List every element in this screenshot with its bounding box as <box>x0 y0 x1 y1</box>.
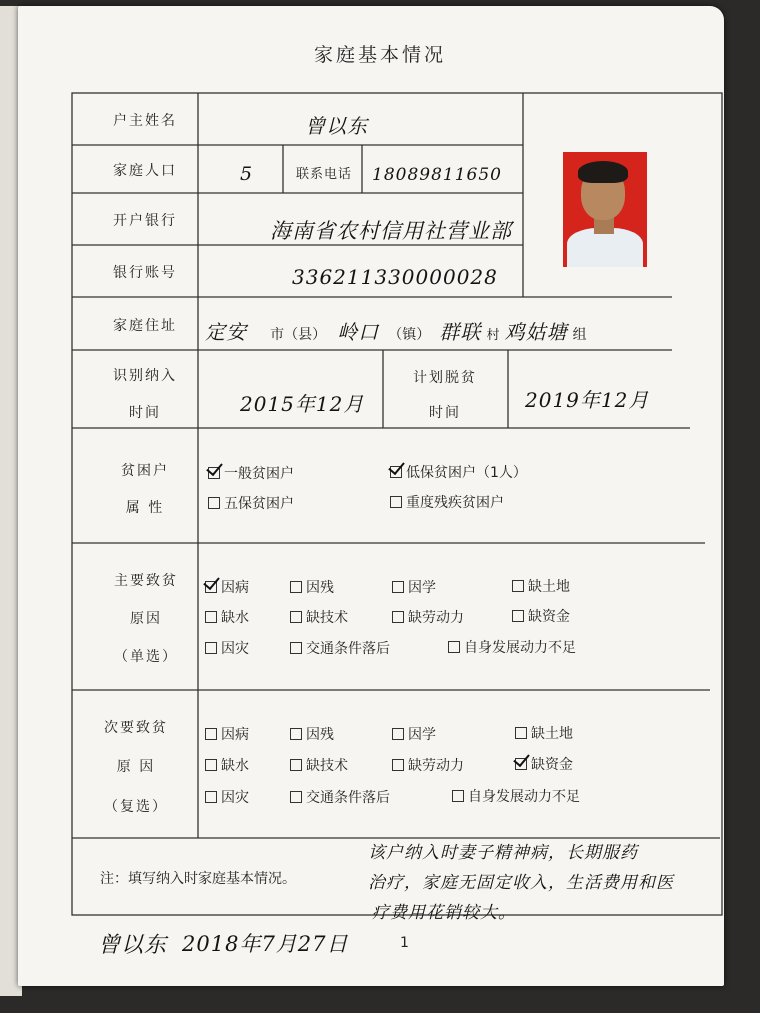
checkbox[interactable] <box>290 581 302 593</box>
poverty-option-3[interactable]: 五保贫困户 <box>208 493 294 513</box>
label-primary-3: （单选） <box>114 649 178 665</box>
label-household-size: 家庭人口 <box>113 163 177 179</box>
checkbox[interactable] <box>392 581 404 593</box>
label-secondary-3: （复选） <box>104 799 168 815</box>
address-village-suffix: 村 <box>486 328 500 343</box>
value-identify-time: 2015年12月 <box>240 392 365 416</box>
label-identify-time-2: 时间 <box>129 405 161 421</box>
label-identify-time-1: 识别纳入 <box>113 368 177 384</box>
note-handwritten-1: 该户纳入时妻子精神病，长期服药 <box>368 843 638 863</box>
form-title: 家庭基本情况 <box>313 44 446 66</box>
checkbox[interactable] <box>205 642 217 654</box>
checkbox[interactable] <box>392 759 404 771</box>
label-poverty-attr-2: 属 性 <box>125 500 165 516</box>
primary-cause-3[interactable]: 因学 <box>392 577 436 597</box>
value-head-name: 曾以东 <box>305 114 368 138</box>
checkbox[interactable] <box>512 610 524 622</box>
primary-cause-5[interactable]: 缺水 <box>205 607 249 627</box>
signature: 曾以东 <box>98 933 168 958</box>
checkbox[interactable] <box>205 611 217 623</box>
poverty-option-4[interactable]: 重度残疾贫困户 <box>390 492 504 512</box>
label-plan-time-2: 时间 <box>429 405 461 421</box>
checkbox[interactable] <box>448 641 460 653</box>
label-account: 银行账号 <box>113 265 177 281</box>
secondary-cause-11[interactable]: 自身发展动力不足 <box>452 786 580 806</box>
checkbox[interactable] <box>515 758 527 770</box>
label-primary-2: 原因 <box>130 611 162 627</box>
checkbox[interactable] <box>205 728 217 740</box>
checkbox[interactable] <box>290 642 302 654</box>
sign-date: 2018年7月27日 <box>182 932 349 956</box>
householder-photo <box>563 152 647 267</box>
secondary-cause-6[interactable]: 缺技术 <box>290 755 348 775</box>
value-bank: 海南省农村信用社营业部 <box>270 219 512 243</box>
address-city-suffix: 市（县） <box>270 327 327 343</box>
label-bank: 开户银行 <box>113 213 177 229</box>
value-account: 336211330000028 <box>292 265 498 289</box>
label-secondary-2: 原 因 <box>116 759 156 775</box>
value-phone: 18089811650 <box>372 165 502 185</box>
label-phone: 联系电话 <box>295 167 352 182</box>
checkbox[interactable] <box>390 496 402 508</box>
primary-cause-4[interactable]: 缺土地 <box>512 576 570 596</box>
address-town-suffix: （镇） <box>388 327 431 343</box>
primary-cause-10[interactable]: 交通条件落后 <box>290 638 390 658</box>
checkbox[interactable] <box>512 580 524 592</box>
label-plan-time-1: 计划脱贫 <box>413 370 477 386</box>
label-address: 家庭住址 <box>113 318 177 334</box>
address-group: 鸡姑塘 <box>504 320 568 344</box>
checkbox[interactable] <box>290 791 302 803</box>
label-secondary-1: 次要致贫 <box>104 720 168 736</box>
checkbox[interactable] <box>290 759 302 771</box>
checkbox[interactable] <box>208 467 220 479</box>
note-handwritten-3: 疗费用花销较大。 <box>372 903 516 923</box>
checkbox[interactable] <box>205 791 217 803</box>
secondary-cause-3[interactable]: 因学 <box>392 724 436 744</box>
checkbox[interactable] <box>205 581 217 593</box>
secondary-cause-8[interactable]: 缺资金 <box>515 754 573 774</box>
label-head-name: 户主姓名 <box>113 113 177 129</box>
secondary-cause-7[interactable]: 缺劳动力 <box>392 755 464 775</box>
secondary-cause-4[interactable]: 缺土地 <box>515 723 573 743</box>
note-label: 注：填写纳入时家庭基本情况。 <box>100 871 296 887</box>
poverty-option-2[interactable]: 低保贫困户（1人） <box>390 462 527 482</box>
label-poverty-attr-1: 贫困户 <box>121 463 169 479</box>
primary-cause-2[interactable]: 因残 <box>290 577 334 597</box>
checkbox[interactable] <box>290 728 302 740</box>
secondary-cause-9[interactable]: 因灾 <box>205 787 249 807</box>
note-handwritten-2: 治疗，家庭无固定收入，生活费用和医 <box>368 873 674 893</box>
secondary-cause-1[interactable]: 因病 <box>205 724 249 744</box>
primary-cause-9[interactable]: 因灾 <box>205 638 249 658</box>
address-group-suffix: 组 <box>572 327 587 343</box>
checkbox[interactable] <box>205 759 217 771</box>
checkbox[interactable] <box>208 497 220 509</box>
primary-cause-8[interactable]: 缺资金 <box>512 606 570 626</box>
address-village: 群联 <box>439 320 482 344</box>
primary-cause-11[interactable]: 自身发展动力不足 <box>448 637 576 657</box>
checkbox[interactable] <box>515 727 527 739</box>
label-primary-1: 主要致贫 <box>114 573 178 589</box>
checkbox[interactable] <box>392 728 404 740</box>
checkbox[interactable] <box>390 466 402 478</box>
poverty-option-1[interactable]: 一般贫困户 <box>208 463 294 483</box>
page-number: 1 <box>400 935 409 951</box>
secondary-cause-5[interactable]: 缺水 <box>205 755 249 775</box>
primary-cause-1[interactable]: 因病 <box>205 577 249 597</box>
value-plan-time: 2019年12月 <box>525 388 650 412</box>
value-household-size: 5 <box>240 163 254 185</box>
secondary-cause-10[interactable]: 交通条件落后 <box>290 787 390 807</box>
secondary-cause-2[interactable]: 因残 <box>290 724 334 744</box>
checkbox[interactable] <box>452 790 464 802</box>
address-town: 岭口 <box>337 320 380 344</box>
address-city: 定安 <box>205 320 247 344</box>
checkbox[interactable] <box>392 611 404 623</box>
primary-cause-6[interactable]: 缺技术 <box>290 607 348 627</box>
address-line <box>205 316 587 345</box>
checkbox[interactable] <box>290 611 302 623</box>
primary-cause-7[interactable]: 缺劳动力 <box>392 607 464 627</box>
